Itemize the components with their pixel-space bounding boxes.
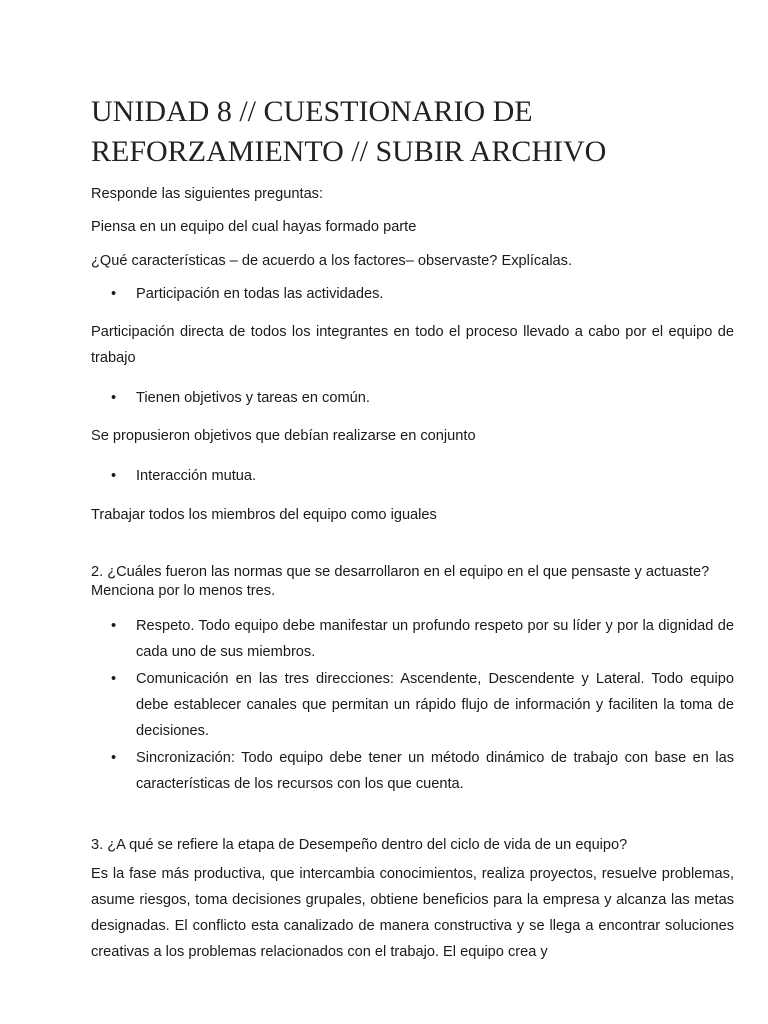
bullet-icon: • [111,390,117,406]
list-item-label: Participación en todas las actividades. [136,286,384,302]
list-item [113,666,734,744]
question-3: 3. ¿A qué se refiere la etapa de Desempeño dentro del ciclo de vida de un equipo? [91,837,628,853]
list-item-label: Sincronización: Todo equipo debe tener un método dinámico de trabajo con base en las características de los recursos con los que cuenta. [136,750,734,792]
bullet-icon: • [111,468,117,484]
bullet-icon: • [111,750,117,766]
document-title: UNIDAD 8 // CUESTIONARIO DE REFORZAMIENTO // SUBIR ARCHIVO [91,95,607,168]
prompt-text: Piensa en un equipo del cual hayas formado parte [91,219,417,235]
list-item-label: Comunicación en las tres direcciones: Ascendente, Descendente y Lateral. Todo equipo debe establecer canales que permitan un rápido flujo de información y faciliten la toma de decisiones. [136,671,734,739]
list-item [113,745,734,797]
list-item-label: Tienen objetivos y tareas en común. [136,390,370,406]
answer-text: Es la fase más productiva, que intercambia conocimientos, realiza proyectos, resuelve problemas, asume riesgos, toma decisiones grupales, obtiene beneficios para la empresa y alcanza las metas designadas. El conflicto esta canalizado de manera constructiva y se llega a encontrar soluciones creativas a los problemas relacionados con el trabajo. El equipo crea y [91,866,734,960]
list-item-label: Respeto. Todo equipo debe manifestar un profundo respeto por su líder y por la dignidad de cada uno de sus miembros. [136,618,734,660]
question-2: 2. ¿Cuáles fueron las normas que se desarrollaron en el equipo en el que pensaste y actuaste? Menciona por lo menos tres. [91,564,710,599]
answer-text: Participación directa de todos los integrantes en todo el proceso llevado a cabo por el equipo de trabajo [91,324,734,366]
list-item [113,613,734,665]
answer-text: Trabajar todos los miembros del equipo como iguales [91,507,437,523]
intro-text: Responde las siguientes preguntas: [91,186,324,202]
list-item-label: Interacción mutua. [136,468,257,484]
question-1: ¿Qué características – de acuerdo a los factores– observaste? Explícalas. [91,253,573,269]
list-item [113,463,734,489]
bullet-icon: • [111,618,117,634]
answer-text: Se propusieron objetivos que debían realizarse en conjunto [91,428,476,444]
list-item [113,281,734,307]
list-item [113,385,734,411]
bullet-icon: • [111,671,117,687]
bullet-icon: • [111,286,117,302]
